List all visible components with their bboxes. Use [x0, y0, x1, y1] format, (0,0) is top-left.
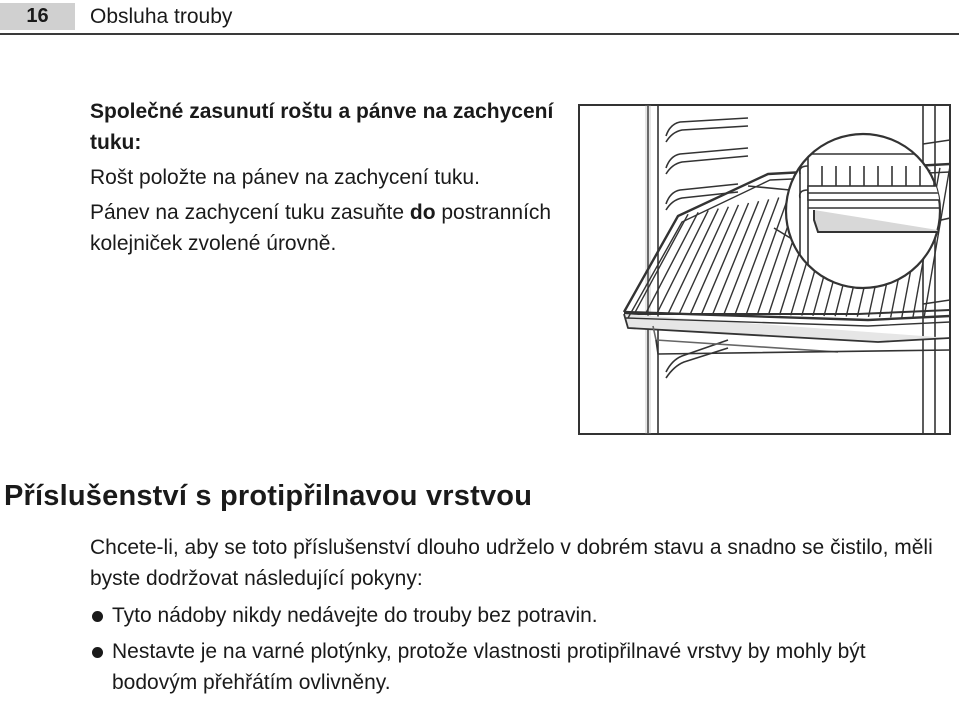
- instruction-text-end: postranních kolejniček zvolené úrovně.: [90, 201, 552, 255]
- intro-paragraph: Chcete-li, aby se toto příslušenství dlouho udrželo v dobrém stavu a snadno se čistilo, měli byste dodržovat následující pokyny:: [90, 536, 933, 590]
- header-title: Obsluha trouby: [90, 5, 233, 28]
- rack-and-pan-instructions: [90, 96, 570, 259]
- subheading: Společné zasunutí roštu a pánve na zachycení tuku:: [90, 100, 554, 154]
- instruction-paragraph-2: [90, 197, 570, 259]
- instruction-paragraph-1: Rošt položte na pánev na zachycení tuku.: [90, 166, 480, 189]
- instruction-emphasis: do: [409, 201, 436, 224]
- section-heading: Příslušenství s protipřilnavou vrstvou: [4, 480, 533, 512]
- care-instructions-list: [90, 600, 952, 703]
- page-number: 16: [0, 3, 75, 30]
- list-item-text: Tyto nádoby nikdy nedávejte do trouby bez potravin.: [112, 604, 598, 627]
- oven-rack-drawing: [578, 104, 951, 435]
- list-item: [90, 600, 952, 631]
- page-header: [0, 0, 959, 36]
- list-item: [90, 636, 952, 698]
- list-item-text: Nestavte je na varné plotýnky, protože vlastnosti protipřilnavé vrstvy by mohly být bodovým přehřátím ovlivněny.: [112, 640, 866, 694]
- oven-rack-illustration: [578, 104, 951, 435]
- bullet-icon: [92, 611, 103, 622]
- bullet-icon: [92, 647, 103, 658]
- instruction-text: Pánev na zachycení tuku zasuňte: [90, 201, 410, 224]
- header-divider: [0, 33, 959, 35]
